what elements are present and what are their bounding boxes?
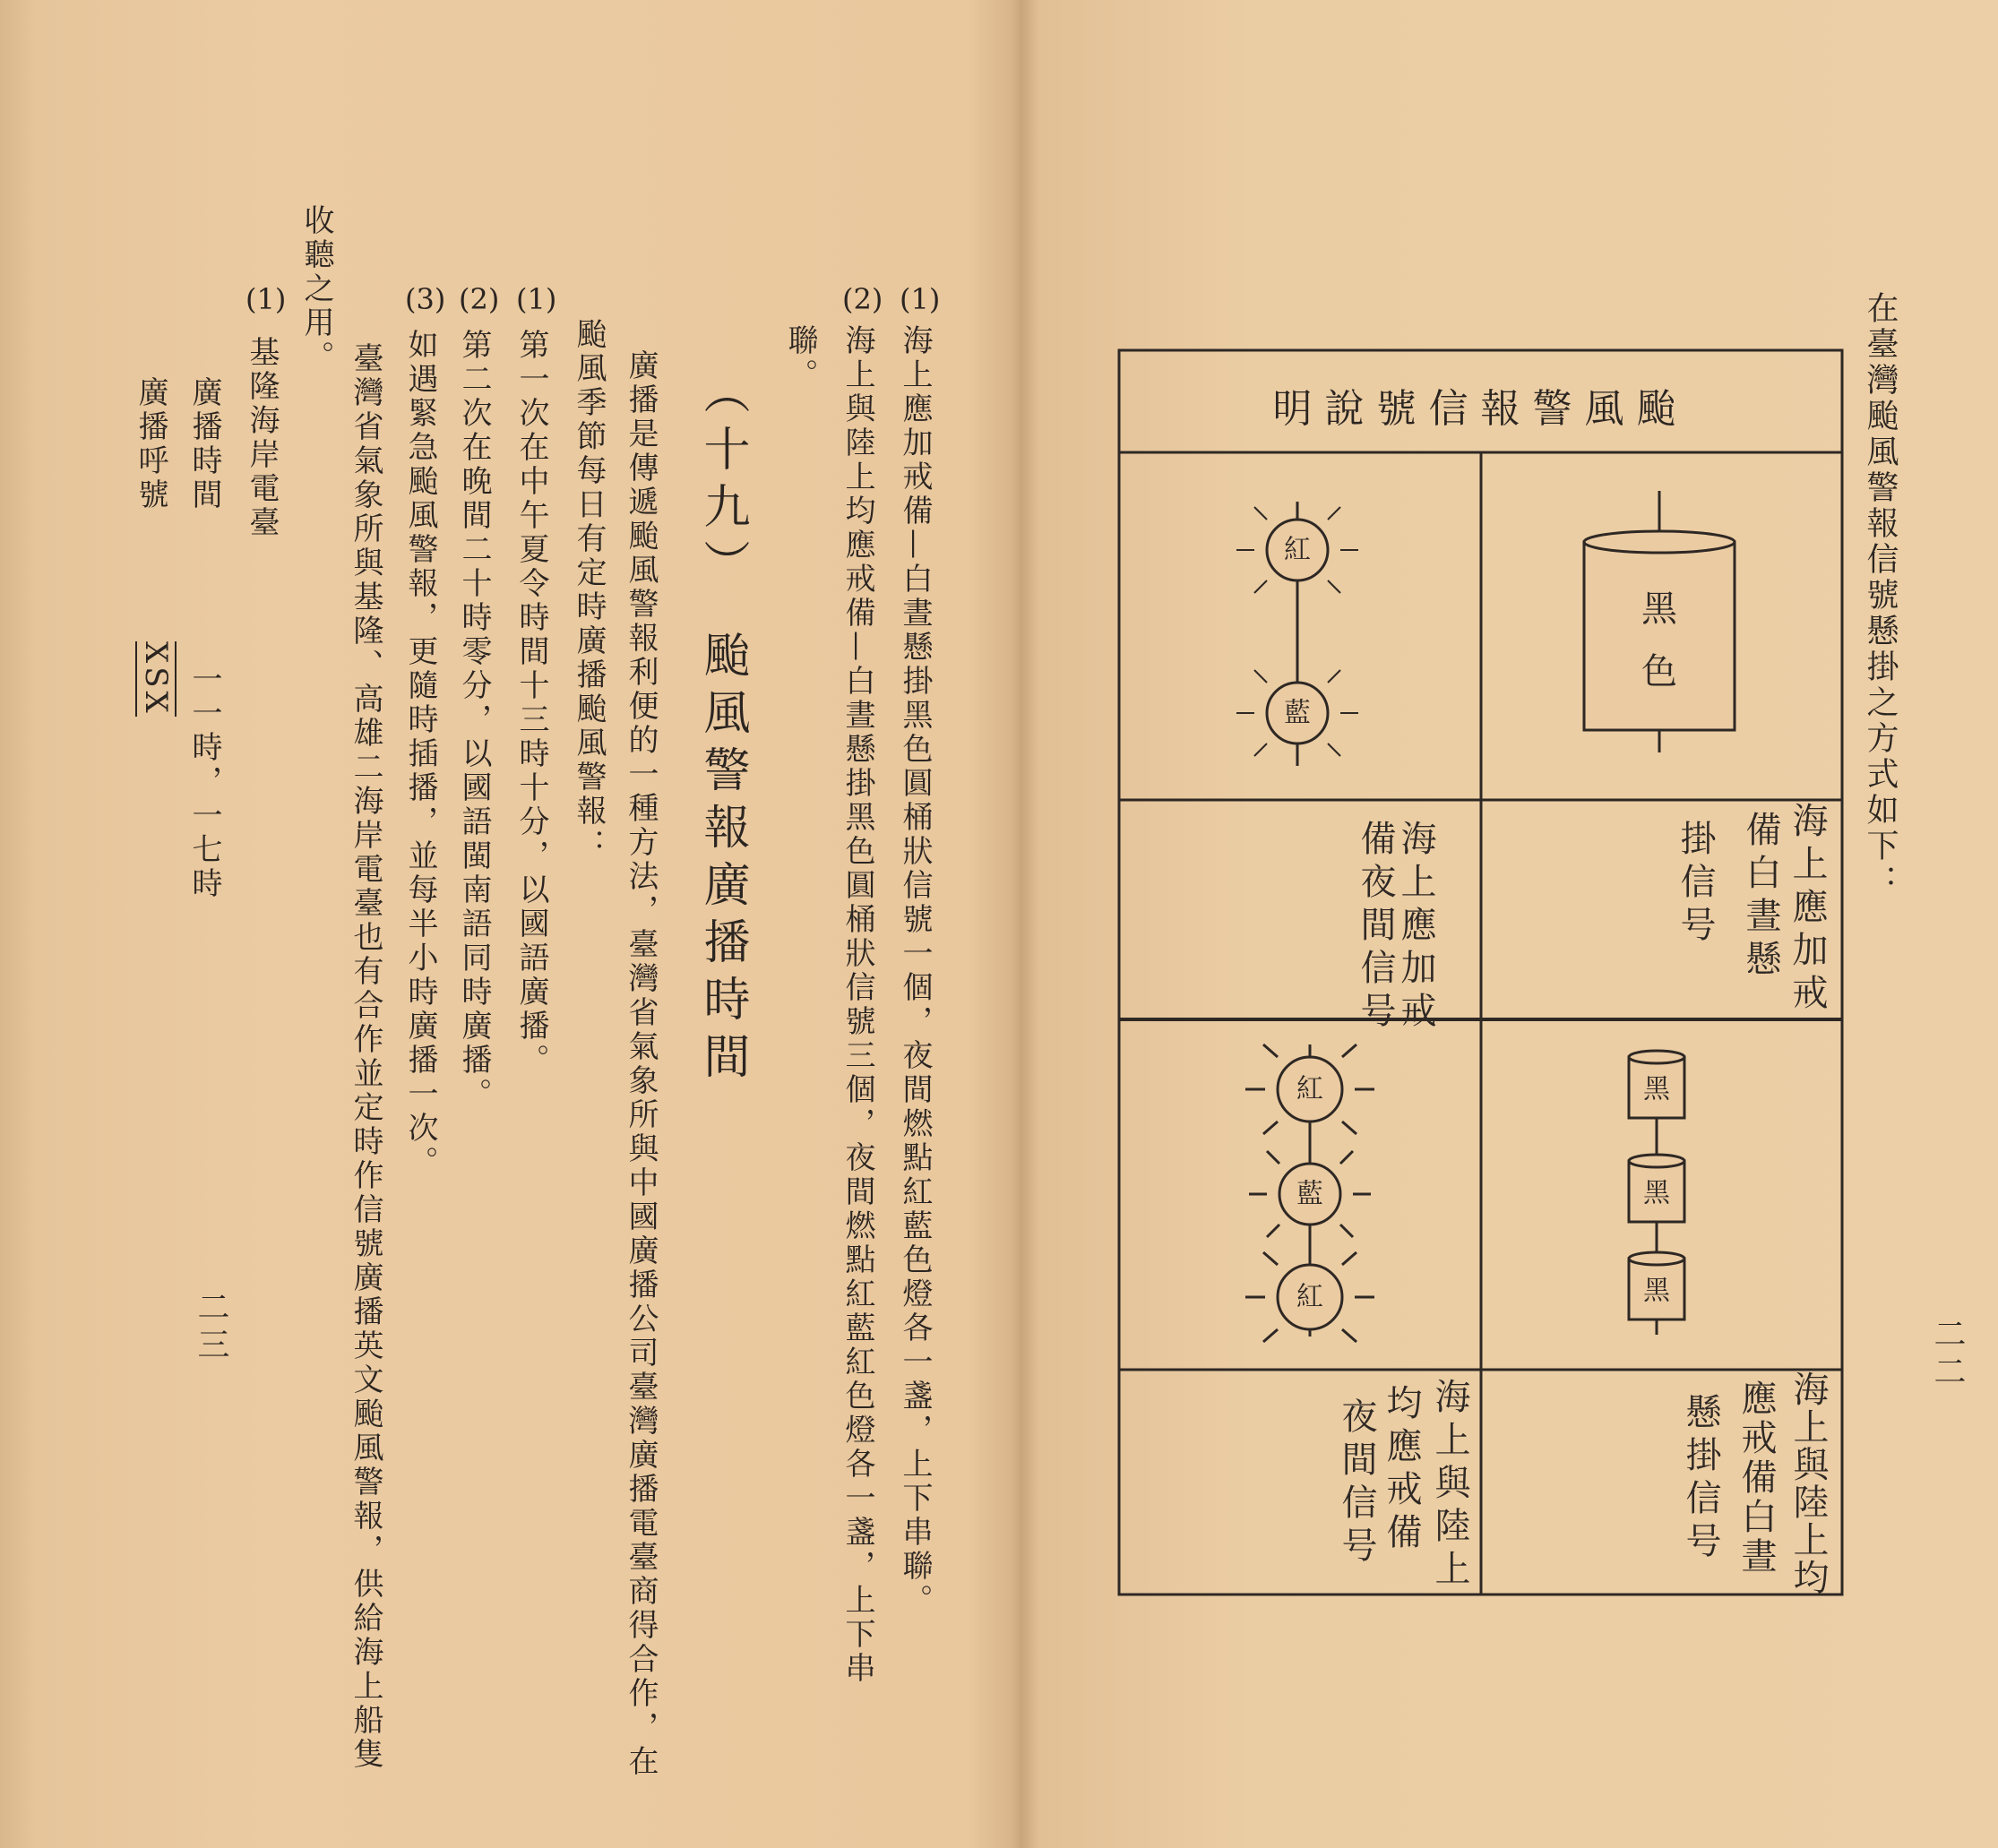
row1-day-label-3: 掛信号 (1675, 820, 1716, 949)
cylinder-label: 黑 (1643, 1275, 1670, 1307)
broadcast-1-marker: (1) (516, 282, 557, 316)
page-number-left: 二三 (193, 1290, 229, 1365)
right-heading: 在臺灣颱風警報信號懸掛之方式如下： (1862, 291, 1899, 900)
row1-day-label-1: 海上應加戒 (1787, 802, 1828, 1017)
table-title: 颱風警報信號說明 (1272, 386, 1689, 432)
row1-day-label-2: 備白晝懸 (1740, 811, 1781, 983)
cylinder-label: 黑 (1643, 1177, 1670, 1209)
cylinder-label: 黑 (1643, 1073, 1670, 1105)
cylinder-label: 色 (1641, 651, 1677, 692)
page-number-right: 二二 (1929, 1317, 1966, 1392)
station-marker: (1) (245, 282, 287, 316)
row2-day-label-1: 海上與陸上均 (1787, 1371, 1829, 1596)
lamp-label: 紅 (1296, 1281, 1323, 1313)
lamp-label: 藍 (1284, 697, 1311, 729)
section-title: （十九） 颱風警報廣播時間 (695, 367, 749, 1089)
broadcast-2-text: 第二次在晚間二十時零分，以國語閩南語同時廣播。 (456, 329, 492, 1112)
call-sign-value: XSX (135, 641, 177, 717)
broadcast-1-text: 第一次在中午夏令時間十三時十分，以國語廣播。 (513, 329, 549, 1078)
row2-night-label-1: 海上與陸上 (1429, 1378, 1470, 1593)
broadcast-time-label: 廣播時間 (186, 376, 222, 512)
coastal-line-1: 臺灣省氣象所與基隆、高雄二海岸電臺也有合作並定時作信號廣播英文颱風警報，供給海上船隻 (348, 342, 383, 1772)
row2-night-label-3: 夜間信号 (1336, 1397, 1377, 1569)
row2-night-label-2: 均應戒備 (1381, 1384, 1422, 1556)
signal-2-text-cont: 聯。 (782, 324, 818, 392)
row2-day-label-2: 應戒備白晝 (1735, 1380, 1777, 1577)
broadcast-2-marker: (2) (459, 282, 500, 316)
broadcast-3-text: 如遇緊急颱風警報，更隨時插播，並每半小時廣播一次。 (402, 329, 438, 1180)
signal-1-text: 海上應加戒備—白晝懸掛黑色圓桶狀信號一個，夜間燃點紅藍色燈各一盞，上下串聯。 (897, 324, 933, 1618)
cylinder-icon (1584, 531, 1735, 730)
signal-1-marker: (1) (900, 282, 941, 316)
coastal-line-2: 收聽之用。 (298, 204, 334, 374)
signal-2-marker: (2) (842, 282, 883, 316)
cylinder-label: 黑 (1641, 589, 1677, 630)
lamp-label: 藍 (1296, 1178, 1323, 1210)
lamp-label: 紅 (1296, 1073, 1323, 1105)
station-name: 基隆海岸電臺 (244, 336, 280, 540)
lamp-label: 紅 (1284, 534, 1311, 566)
intro-line-1: 廣播是傳遞颱風警報利便的一種方法，臺灣省氣象所與中國廣播公司臺灣廣播電臺商得合作，在 (623, 349, 659, 1779)
signal-2-text: 海上與陸上均應戒備—白晝懸掛黑色圓桶狀信號三個，夜間燃點紅藍紅色燈各一盞，上下串 (840, 324, 875, 1686)
row2-day-label-3: 懸掛信号 (1680, 1393, 1721, 1565)
broadcast-3-marker: (3) (405, 282, 446, 316)
row1-night-label-2: 備夜間信号 (1355, 820, 1396, 1035)
row1-night-label-1: 海上應加戒 (1395, 820, 1436, 1035)
call-sign-label: 廣播呼號 (133, 376, 168, 512)
broadcast-time-value: 一一時，一七時 (186, 663, 222, 901)
intro-line-2: 颱風季節每日有定時廣播颱風警報： (571, 318, 607, 863)
